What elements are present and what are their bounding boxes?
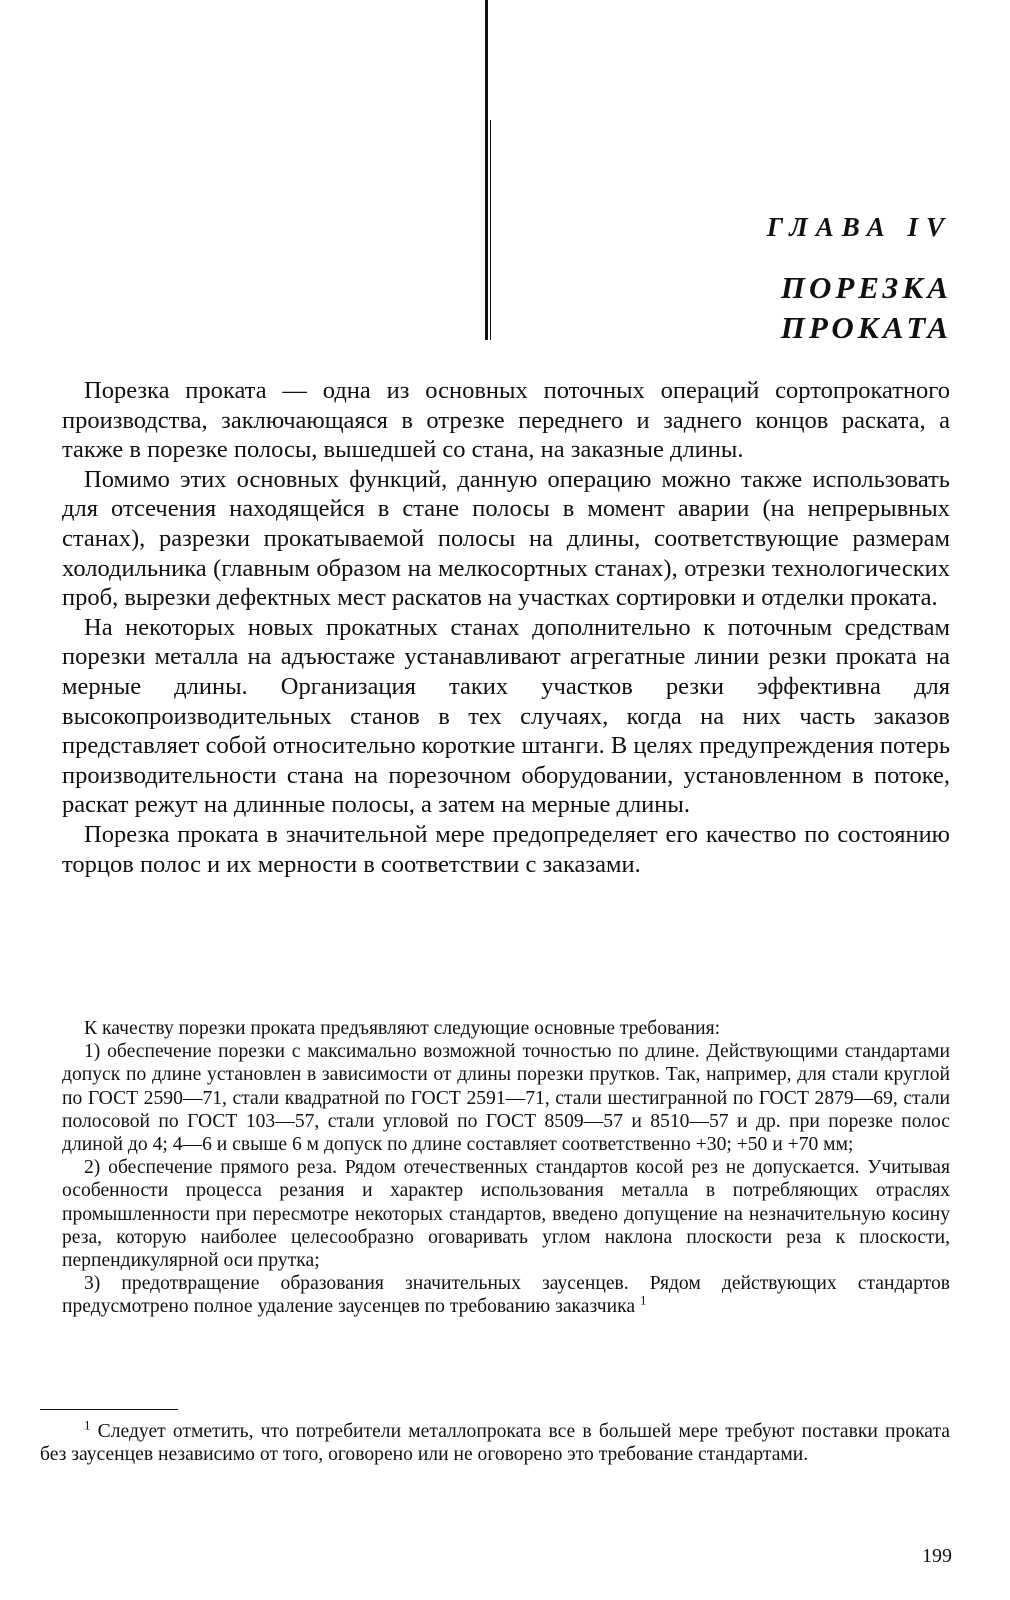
footnote-mark: 1 [84,1417,91,1433]
paragraph: Порезка проката в значительной мере предопределяет его качество по состоянию торцов полос и их мерности в соответствии с заказами. [62,820,950,878]
body-text [62,376,950,879]
paragraph: Порезка проката — одна из основных поточных операций сортопрокатного производства, заключающаяся в отрезке переднего и заднего концов раската, а также в порезке полосы, вышедшей со стана, на заказные длины. [62,377,950,464]
paragraph: Помимо этих основных функций, данную операцию можно также использовать для отсечения находящейся в стане полосы в момент аварии (на непрерывных станах), разрезки прокатываемой полосы на длины, соответствующие размерам холодильника (главным образом на мелкосортных станах), отрезки технологических проб, вырезки дефектных мест раскатов на участках сортировки и отделки проката. [62,465,950,612]
requirement-item [62,1272,950,1318]
chapter-title-line2: ПРОКАТА [780,310,952,345]
footnote-text: Следует отметить, что потребители металлопроката все в большей мере требуют поставки проката без заусенцев независимо от того, оговорено или не оговорено это требование стандартами. [40,1421,950,1465]
requirement-item: 2) обеспечение прямого реза. Рядом отечественных стандартов косой рез не допускается. Учитывая особенности процесса резания и характер использования металла в потребляющих отраслях промышленности при пересмотре некоторых стандартов, введено допущение на незначительную косину реза, которую наиболее целесообразно оговаривать углом наклона плоскости реза к плоскости, перпендикулярной оси прутка; [62,1157,950,1272]
requirements-intro: К качеству порезки проката предъявляют следующие основные требования: [84,1018,721,1039]
chapter-title-line1: ПОРЕЗКА [780,270,952,305]
chapter-label: ГЛАВА IV [766,212,952,242]
requirement-item-text: 3) предотвращение образования значительных заусенцев. Рядом действующих стандартов предусмотрено полное удаление заусенцев по требованию заказчика [62,1273,950,1318]
footnote-rule [40,1409,178,1410]
decorative-rule-thin [490,120,491,340]
requirement-item: 1) обеспечение порезки с максимально возможной точностью по длине. Действующими стандартами допуск по длине установлен в зависимости от длины порезки прутков. Так, например, для стали круглой по ГОСТ 2590—71, стали квадратной по ГОСТ 2591—71, стали шестигранной по ГОСТ 2879—69, стали полосовой по ГОСТ 103—57, стали угловой по ГОСТ 8509—57 и 8510—57 и др. при порезке полос длиной до 4; 4—6 и свыше 6 м допуск по длине составляет соответственно +30; +50 и +70 мм; [62,1041,950,1156]
footnote [40,1417,950,1466]
page-number: 199 [922,1545,952,1567]
requirements-section [62,1017,950,1319]
footnote-ref: 1 [639,1292,647,1308]
chapter-title [781,268,952,348]
decorative-rule-top [485,0,488,340]
paragraph: На некоторых новых прокатных станах дополнительно к поточным средствам порезки металла на адъюстаже устанавливают агрегатные линии резки проката на мерные длины. Организация таких участков резки эффективна для высокопроизводительных станов в тех случаях, когда на них часть заказов представляет собой относительно короткие штанги. В целях предупреждения потерь производительности стана на порезочном оборудовании, установленном в потоке, раскат режут на длинные полосы, а затем на мерные длины. [62,613,950,819]
